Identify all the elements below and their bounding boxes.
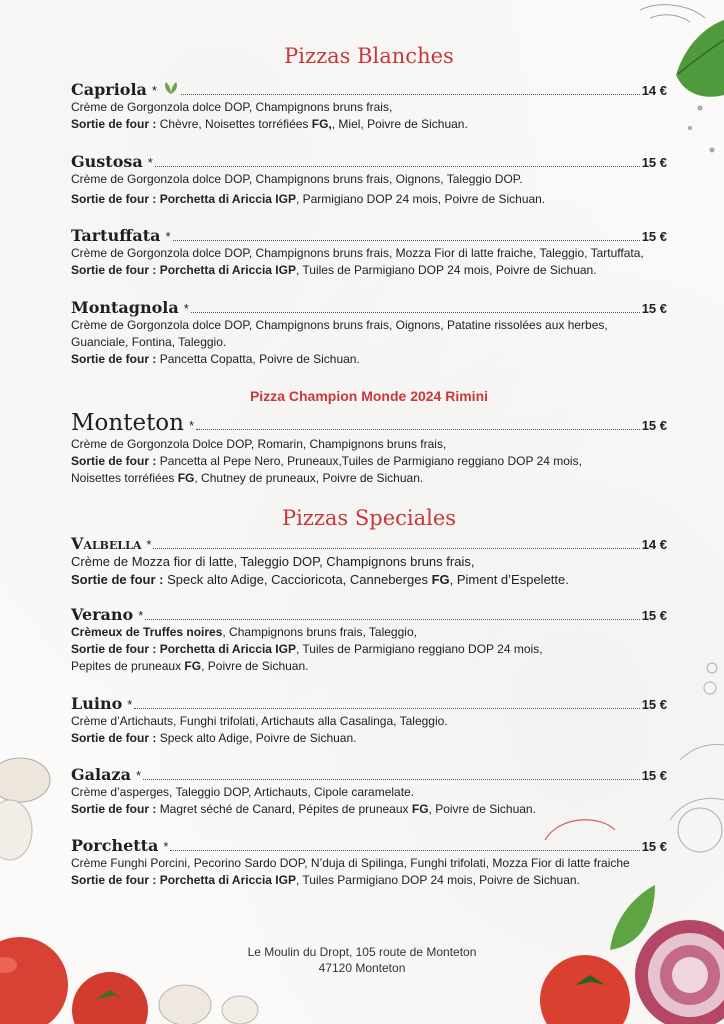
leader-dots xyxy=(153,547,639,549)
leader-dots xyxy=(143,778,640,780)
section-title-speciales: Pizzas Speciales xyxy=(281,506,457,530)
address-line: 47120 Monteton xyxy=(318,961,406,975)
desc-line: Crème de Gorgonzola Dolce DOP, Romarin, Champignons bruns frais, xyxy=(71,437,447,451)
item-price: 14 € xyxy=(641,537,667,552)
desc-line: Guanciale, Fontina, Taleggio. xyxy=(71,335,227,349)
desc-line: Crème d’asperges, Taleggio DOP, Artichauts, Cipole caramelate. xyxy=(71,785,415,799)
item-star: * xyxy=(188,418,195,433)
menu-item-montagnola xyxy=(71,298,667,368)
leader-dots xyxy=(196,428,640,430)
champion-heading: Pizza Champion Monde 2024 Rimini xyxy=(249,388,489,404)
menu-item-monteton xyxy=(71,410,667,487)
desc-line: Crème de Gorgonzola dolce DOP, Champignons bruns frais, Mozza Fior di latte fraiche, Taleggio, Tartuffata, xyxy=(71,246,644,260)
item-description xyxy=(71,713,667,747)
footer-address xyxy=(0,944,724,976)
leader-dots xyxy=(170,849,639,851)
item-price: 15 € xyxy=(641,697,667,712)
desc-line: Crème de Gorgonzola dolce DOP, Champignons bruns frais, xyxy=(71,100,393,114)
item-description xyxy=(71,436,667,487)
item-description xyxy=(71,624,667,675)
leader-dots xyxy=(134,707,639,709)
desc-line: Noisettes torréfiées FG, Chutney de pruneaux, Poivre de Sichuan. xyxy=(71,471,424,485)
item-description xyxy=(71,855,667,889)
item-name: Galaza xyxy=(71,765,131,784)
item-name: Monteton xyxy=(71,410,184,436)
item-star: * xyxy=(127,697,133,712)
menu-item-porchetta xyxy=(71,836,667,889)
item-star: * xyxy=(138,608,144,623)
item-name: Gustosa xyxy=(71,152,143,171)
item-description xyxy=(71,171,667,208)
item-price: 15 € xyxy=(641,229,667,244)
item-description xyxy=(71,317,667,368)
item-name: Capriola xyxy=(71,80,147,99)
menu-item-gustosa xyxy=(71,152,667,208)
desc-line: Crème de Mozza fior di latte, Taleggio DOP, Champignons bruns frais, xyxy=(71,554,475,569)
menu-item-verano xyxy=(71,605,667,675)
leaf-icon xyxy=(163,81,179,95)
desc-line: Sortie de four : Magret séché de Canard, Pépites de pruneaux FG, Poivre de Sichuan. xyxy=(71,802,536,816)
item-star: * xyxy=(163,839,169,854)
leader-dots xyxy=(181,93,640,95)
desc-line: Crème de Gorgonzola dolce DOP, Champignons bruns frais, Oignons, Taleggio DOP. xyxy=(71,172,523,186)
item-star: * xyxy=(147,155,153,170)
section-title-blanches: Pizzas Blanches xyxy=(284,44,454,68)
desc-line: Sortie de four : Speck alto Adige, Caccioricota, Canneberges FG, Piment d’Espelette. xyxy=(71,572,569,587)
item-price: 14 € xyxy=(641,83,667,98)
desc-line: Sortie de four : Pancetta al Pepe Nero, Pruneaux,Tuiles de Parmigiano reggiano DOP 24 mois, xyxy=(71,454,582,468)
desc-line: Sortie de four : Chèvre, Noisettes torréfiées FG,, Miel, Poivre de Sichuan. xyxy=(71,117,468,131)
menu-item-tartuffata xyxy=(71,226,667,279)
menu-item-valbella xyxy=(71,534,667,589)
item-star: * xyxy=(146,537,152,552)
item-name: Verano xyxy=(71,605,134,624)
desc-line: Sortie de four : Speck alto Adige, Poivre de Sichuan. xyxy=(71,731,357,745)
item-price: 15 € xyxy=(641,768,667,783)
desc-line: Crème d’Artichauts, Funghi trifolati, Artichauts alla Casalinga, Taleggio. xyxy=(71,714,448,728)
item-name: Valbella xyxy=(71,534,142,553)
leader-dots xyxy=(191,311,640,313)
item-description xyxy=(71,99,667,133)
desc-line: Sortie de four : Porchetta di Ariccia IGP, Parmigiano DOP 24 mois, Poivre de Sichuan. xyxy=(71,192,546,206)
desc-line: Sortie de four : Porchetta di Ariccia IGP, Tuiles de Parmigiano reggiano DOP 24 mois, xyxy=(71,642,543,656)
item-price: 15 € xyxy=(641,608,667,623)
desc-line: Crème de Gorgonzola dolce DOP, Champignons bruns frais, Oignons, Patatine rissolées aux herbes, xyxy=(71,318,608,332)
leader-dots xyxy=(173,239,640,241)
desc-line: Pepites de pruneaux FG, Poivre de Sichuan. xyxy=(71,659,309,673)
item-price: 15 € xyxy=(641,839,667,854)
item-price: 15 € xyxy=(641,418,667,433)
item-description xyxy=(71,553,667,589)
item-name: Tartuffata xyxy=(71,226,161,245)
desc-line: Crèmeux de Truffes noires, Champignons bruns frais, Taleggio, xyxy=(71,625,417,639)
desc-line: Sortie de four : Pancetta Copatta, Poivre de Sichuan. xyxy=(71,352,360,366)
item-name: Porchetta xyxy=(71,836,159,855)
item-price: 15 € xyxy=(641,301,667,316)
desc-line: Crème Funghi Porcini, Pecorino Sardo DOP, N’duja di Spilinga, Funghi trifolati, Mozza Fior di latte fraiche xyxy=(71,856,630,870)
item-star: * xyxy=(151,83,157,98)
item-price: 15 € xyxy=(641,155,667,170)
item-star: * xyxy=(165,229,171,244)
item-star: * xyxy=(183,301,189,316)
menu-item-capriola xyxy=(71,80,667,133)
item-description xyxy=(71,784,667,818)
item-name: Luino xyxy=(71,694,123,713)
address-line: Le Moulin du Dropt, 105 route de Monteton xyxy=(247,945,477,959)
item-description xyxy=(71,245,667,279)
leader-dots xyxy=(155,165,640,167)
item-star: * xyxy=(135,768,141,783)
leader-dots xyxy=(145,618,639,620)
menu-item-galaza xyxy=(71,765,667,818)
desc-line: Sortie de four : Porchetta di Ariccia IGP, Tuiles de Parmigiano DOP 24 mois, Poivre de Sichuan. xyxy=(71,263,597,277)
desc-line: Sortie de four : Porchetta di Ariccia IGP, Tuiles Parmigiano DOP 24 mois, Poivre de Sichuan. xyxy=(71,873,580,887)
item-name: Montagnola xyxy=(71,298,179,317)
menu-item-luino xyxy=(71,694,667,747)
